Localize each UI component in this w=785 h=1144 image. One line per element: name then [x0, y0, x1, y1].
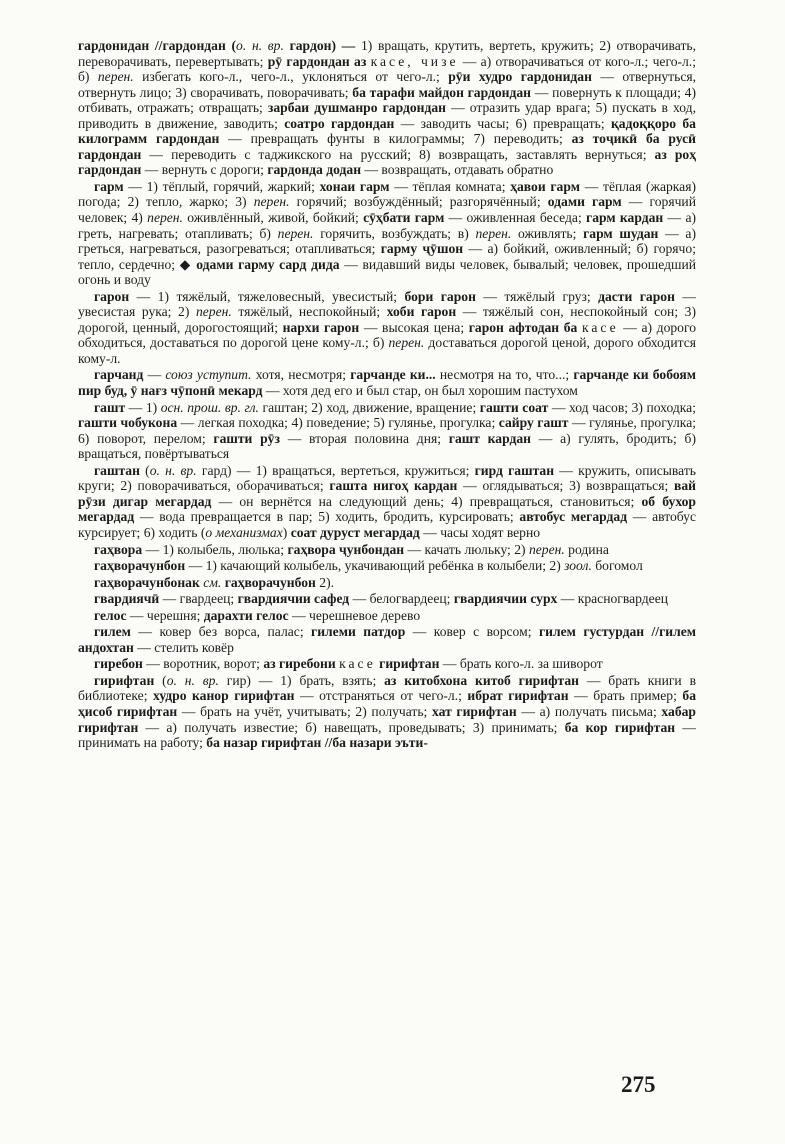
definition-text: — белогвардеец;	[349, 591, 454, 607]
dictionary-column	[78, 38, 696, 752]
headword: гаҳворачунбонак	[94, 574, 200, 590]
phrase: соат дуруст мегардад	[290, 524, 420, 540]
grammar-note: перен.	[195, 304, 232, 320]
definition-text: — 1) тяжёлый, тяжеловесный, увесистый;	[129, 288, 405, 304]
definition-text: — часы ходят верно	[419, 524, 541, 540]
definition-text: (	[139, 462, 150, 478]
phrase: дасти гарон	[598, 288, 675, 304]
phrase: гирд гаштан	[474, 462, 555, 478]
definition-text: — тяжёлый груз;	[475, 288, 599, 304]
grammar-note: перен.	[97, 69, 134, 85]
dictionary-entry-garchand	[78, 367, 696, 398]
phrase: гарм кардан	[586, 210, 664, 226]
phrase: рӯ гардондан аз	[267, 53, 371, 69]
grammar-note: перен.	[528, 541, 565, 557]
definition-text: доставаться дорогой ценой, дорого обходится кому-л.	[78, 335, 696, 366]
definition-text: — качать люльку; 2)	[404, 541, 529, 557]
grammar-note: о механизмах	[205, 524, 283, 540]
definition-text: хотя, несмотря;	[251, 367, 351, 383]
definition-text: — ход часов; 3) походка;	[548, 399, 696, 415]
definition-text: гаштан; 2) ход, движение, вращение;	[258, 399, 480, 415]
dictionary-entry-gashtan	[78, 463, 696, 541]
phrase: сӯҳбати гарм	[363, 210, 445, 226]
definition-text: гард) — 1) вращаться, вертеться, кружиться;	[196, 462, 475, 478]
definition-text: — а) греть, нагревать; отапливать; б)	[78, 210, 697, 241]
phrase: дарахти гелос	[203, 607, 289, 623]
dictionary-entry-giron	[78, 289, 696, 367]
phrase: гаҳворачунбон	[221, 574, 316, 590]
dictionary-entry-garm	[78, 179, 696, 288]
definition-text: — гвардеец;	[159, 591, 238, 607]
phrase: аз роҳ гардондан	[78, 146, 697, 178]
definition-text: — горячий человек; 4)	[78, 194, 696, 226]
phrase: (	[225, 38, 237, 53]
definition-text: — 1) тёплый, горячий, жаркий;	[123, 178, 320, 194]
dictionary-entry-giriftan	[78, 673, 696, 751]
phrase: гарчанде ки бобоям пир буд, ӯ нағз чӯпонӣ мекард	[78, 367, 696, 399]
headword: гаҳвора	[94, 541, 143, 557]
dictionary-entry-gilem	[78, 624, 696, 655]
phrase: об бухор мегардад	[78, 493, 696, 525]
definition-text: — переводить с таджикского на русский; 8) возвращать, заставлять вернуться;	[141, 146, 655, 162]
definition-text: — ковер без ворса, палас;	[130, 624, 312, 640]
definition-text: — он вернётся на следующий день; 4) превращаться, становиться;	[211, 493, 642, 509]
definition-text: — вода превращается в пар; 5) ходить, бродить, курсировать;	[134, 509, 520, 525]
phrase: гарон афтодан	[468, 319, 560, 335]
dictionary-entry-gahvora	[78, 542, 696, 558]
definition-text: — тёплая (жаркая) погода; 2) тепло, жарко; 3)	[78, 178, 696, 210]
dictionary-entry-gahvorachunbon	[78, 558, 696, 574]
phrase: гвардиячии сафед	[237, 591, 350, 607]
definition-text: — 1)	[125, 399, 161, 415]
phrase: гарчанде ки...	[350, 367, 436, 383]
phrase: аз китобхона китоб гирифтан	[384, 672, 579, 688]
definition-text: — а) получать известие; б) навещать, проведывать; 3) принимать;	[138, 719, 565, 735]
definition-text: — стелить ковёр	[133, 639, 234, 655]
headword: гелос	[94, 607, 127, 623]
dictionary-entry-gasht	[78, 400, 696, 462]
definition-text: — а) греться, нагреваться, разогреваться; отапливаться;	[78, 225, 696, 257]
grammar-note: перен.	[388, 335, 425, 351]
headword: гвардиячӣ	[94, 591, 160, 607]
definition-text: — превращать фунты в килограммы; 7) переводить;	[219, 131, 572, 147]
definition-text: — тёплая комната;	[389, 178, 511, 194]
definition-text: — автобус курсирует; 6) ходить (	[78, 509, 696, 540]
grammar-note: осн. прош. вр. гл.	[160, 399, 259, 415]
phrase: хоби гарон	[386, 304, 457, 320]
definition-text: несмотря на то, что...;	[435, 367, 574, 383]
phrase: зарбаи душманро гардондан	[267, 100, 446, 116]
headword: гарм	[94, 178, 124, 194]
definition-text: — а) бойкий, оживленный; б) горячо; тепло, сердечно; ◆	[78, 241, 696, 272]
spaced-word: касе	[339, 656, 376, 672]
definition-text: горячить, возбуждать; в)	[313, 225, 476, 241]
definition-text: — отстраняться от чего-л.;	[294, 688, 468, 704]
phrase: гарм шудан	[583, 225, 659, 241]
definition-text: — видавший виды человек, бывалый; человек, прошедший огонь и воду	[78, 256, 696, 288]
definition-text: избегать кого-л., чего-л., уклоняться от чего-л.;	[133, 69, 449, 85]
phrase: гашти соат	[479, 399, 549, 415]
grammar-note: перен.	[253, 194, 290, 210]
definition-text: — черешня;	[126, 607, 204, 623]
spaced-word: касе	[581, 319, 619, 335]
phrase: қадоққоро ба килограмм гардондан	[78, 115, 696, 147]
phrase: вай рӯзи дигар мегардад	[78, 478, 696, 509]
phrase: ба ҳисоб гирифтан	[78, 688, 697, 719]
headword: гилем	[94, 624, 131, 640]
phrase: ба тарафи майдон гардондан	[352, 84, 531, 100]
grammar-note: о. н. вр.	[236, 38, 284, 53]
definition-text: оживлять;	[511, 225, 584, 241]
grammar-note: о. н. вр.	[166, 672, 219, 688]
definition-text: )	[282, 524, 291, 540]
definition-text: — принимать на работу;	[78, 719, 696, 751]
definition-text: — повернуть к площади; 4) отбивать, отражать; отвращать;	[78, 84, 696, 116]
dictionary-entry-gelos	[78, 608, 696, 624]
grammar-note: перен.	[475, 225, 512, 241]
definition-text: — высокая цена;	[359, 319, 469, 335]
definition-text: — легкая походка; 4) поведение; 5) гулянье, прогулка;	[177, 415, 499, 431]
grammar-note: союз уступит.	[165, 367, 252, 383]
grammar-note: перен.	[277, 225, 314, 241]
phrase: рӯи худро гардонидан	[448, 69, 592, 85]
definition-text: — а) дорого обходиться, доставаться по дорогой цене кому-л.; б)	[78, 319, 696, 351]
phrase: сайру гашт	[498, 415, 569, 431]
definition-text: — тяжёлый сон, неспокойный сон; 3) дорогой, ценный, дорогостоящий;	[78, 304, 696, 335]
definition-text: — кружить, описывать круги; 2) поворачиваться, оборачиваться;	[78, 462, 696, 494]
definition-text: оживлённый, живой, бойкий;	[182, 210, 364, 226]
phrase: гаҳвора ҷунбондан	[287, 541, 405, 557]
definition-text: — возвращать, отдавать обратно	[361, 162, 554, 178]
headword: гардонидан //гардондан	[78, 38, 226, 53]
definition-text: — оживленная беседа;	[444, 210, 587, 226]
definition-text: — отразить удар врага; 5) пускать в ход, приводить в движение, заводить;	[78, 100, 696, 131]
phrase: хонаи гарм	[319, 178, 390, 194]
headword: гирифтан	[94, 672, 155, 688]
phrase: одами гарм	[547, 194, 622, 210]
phrase: гашт кардан	[448, 430, 531, 446]
definition-text: — а) гулять, бродить; б) вращаться, повёртываться	[78, 430, 696, 462]
definition-text: — а) отворачиваться от кого-л.; чего-л.; б)	[78, 53, 696, 85]
grammar-note: зоол.	[564, 558, 592, 574]
phrase: одами гарму сард дида	[196, 256, 340, 272]
definition-text: — воротник, ворот;	[142, 656, 264, 672]
definition-text: — оглядываться; 3) возвращаться;	[457, 478, 674, 494]
definition-text: — увесистая рука; 2)	[78, 288, 696, 320]
definition-text: — брать пример;	[568, 688, 683, 704]
phrase: гашти рӯз	[213, 430, 280, 446]
headword: гашт	[94, 399, 126, 415]
definition-text: — брать кого-л. за шиворот	[439, 656, 603, 672]
definition-text: — хотя дед его и был стар, он был хорошим пастухом	[262, 383, 578, 399]
grammar-note: перен.	[147, 210, 183, 226]
dictionary-entry-gvardiyachi	[78, 591, 696, 607]
phrase: гарму ҷӯшон	[380, 241, 464, 257]
definition-text: — отвернуться, отвернуть лицо; 3) сворачивать, поворачивать;	[78, 69, 697, 100]
grammar-note: о. н. вр.	[149, 462, 197, 478]
phrase: бори гарон	[404, 288, 476, 304]
definition-text: — красногвардеец	[557, 591, 668, 607]
definition-text: — брать на учёт, учитывать; 2) получать;	[177, 703, 432, 719]
definition-text: — гулянье, прогулка; 6) поворот, перелом;	[78, 415, 696, 446]
phrase: гардон) —	[283, 38, 361, 53]
phrase: гашти чобукона	[78, 415, 178, 431]
phrase: хат гирифтан	[432, 703, 517, 719]
definition-text: — вторая половина дня;	[279, 430, 449, 446]
phrase: ба кор гирифтан	[564, 719, 676, 735]
definition-text: богомол	[591, 558, 643, 574]
phrase: нархи гарон	[282, 319, 360, 335]
phrase: ҳавои гарм	[510, 178, 580, 194]
definition-text: — заводить часы; 6) превращать;	[394, 115, 611, 131]
phrase: ба	[559, 319, 582, 335]
phrase: гилем густурдан //гилем андохтан	[78, 624, 697, 655]
page-number: 275	[621, 1072, 656, 1097]
definition-text: — черешневое дерево	[288, 607, 421, 623]
phrase: аз тоҷикӣ ба русӣ гардондан	[78, 131, 696, 162]
definition-text: —	[143, 367, 166, 383]
definition-text: гир) — 1) брать, взять;	[218, 672, 385, 688]
headword: гаҳворачунбон	[94, 558, 186, 574]
phrase: аз гиребони	[263, 656, 340, 672]
phrase: гилеми патдор	[311, 624, 406, 640]
phrase: автобус мегардад	[519, 509, 628, 525]
phrase: ба назар гирифтан //ба назари эъти-	[206, 735, 428, 751]
definition-text: — вернуть с дороги;	[141, 162, 268, 178]
definition-text: — брать книги в библиотеке;	[78, 672, 696, 704]
dictionary-entry-girebon	[78, 656, 696, 672]
phrase: худро канор гирифтан	[153, 688, 295, 704]
dictionary-entry-gardonidan	[78, 38, 696, 178]
phrase: гашта нигоҳ кардан	[329, 478, 458, 494]
definition-text: 1) вращать, крутить, вертеть, кружить; 2) отворачивать, переворачивать, перевертывать;	[78, 38, 696, 69]
definition-text: родина	[564, 541, 609, 557]
headword: гарчанд	[94, 367, 144, 383]
phrase: хабар гирифтан	[78, 703, 696, 735]
definition-text: — а) получать письма;	[516, 703, 662, 719]
definition-text: 2).	[315, 574, 335, 590]
phrase: гвардиячии сурх	[453, 591, 558, 607]
phrase: соатро гардондан	[284, 115, 395, 131]
headword: гарон	[94, 288, 130, 304]
spaced-word: касе, чизе	[370, 53, 459, 69]
grammar-note: см.	[203, 574, 222, 590]
definition-text: — 1) колыбель, люлька;	[142, 541, 288, 557]
definition-text: (	[154, 672, 167, 688]
phrase: гардонда додан	[267, 162, 362, 178]
definition-text: — 1) качающий колыбель, укачивающий ребёнка в колыбели; 2)	[185, 558, 565, 574]
headword: гиребон	[94, 656, 143, 672]
dictionary-entry-gahvorachunbonak	[78, 575, 696, 591]
definition-text: горячий; возбуждённый; разгорячённый;	[289, 194, 548, 210]
phrase: гирифтан	[375, 656, 440, 672]
headword: гаштан	[94, 462, 140, 478]
phrase: ибрат гирифтан	[467, 688, 569, 704]
definition-text: — ковер с ворсом;	[405, 624, 539, 640]
definition-text: тяжёлый, неспокойный;	[231, 304, 387, 320]
